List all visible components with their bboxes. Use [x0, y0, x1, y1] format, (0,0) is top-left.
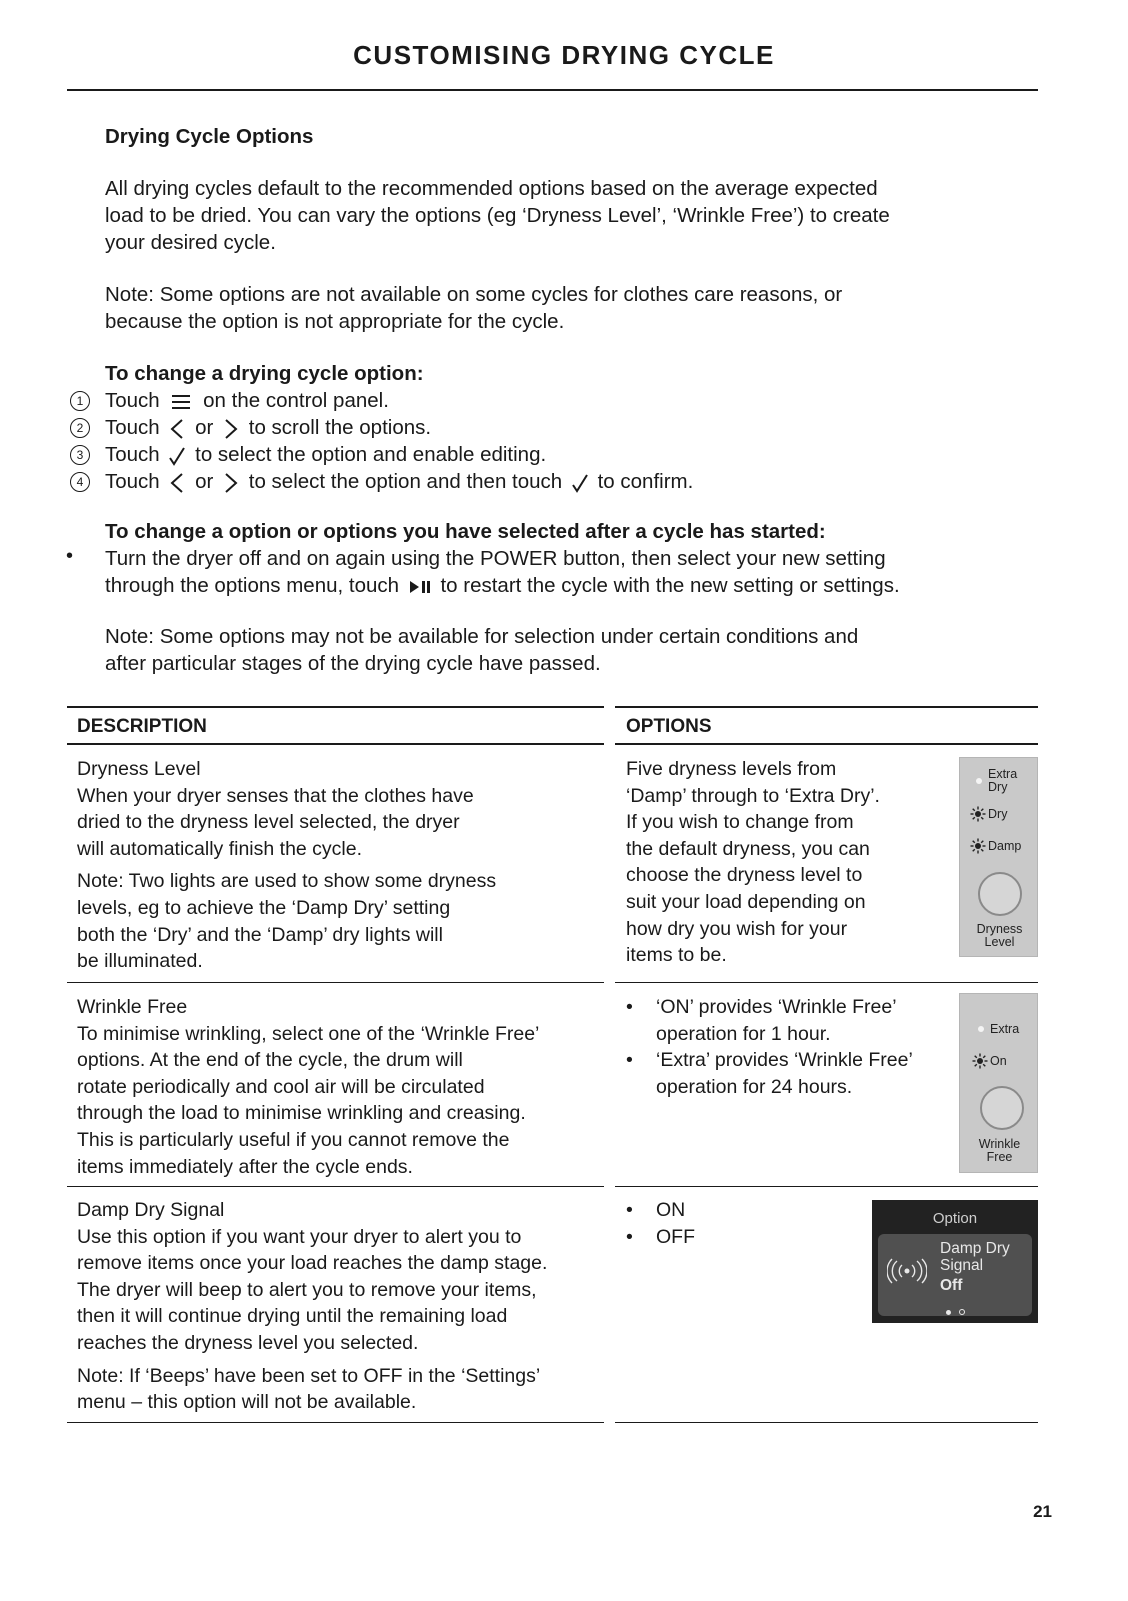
row-text: This is particularly useful if you cannot remove the [77, 1128, 510, 1151]
note-line: Note: Some options may not be available for selection under certain conditions and [105, 625, 859, 648]
started-heading: To change a option or options you have selected after a cycle has started: [105, 520, 826, 543]
step-number: 2 [70, 418, 90, 438]
bullet-icon: • [626, 1199, 633, 1221]
step-text: or [195, 470, 214, 493]
screen-option-value: Off [940, 1277, 963, 1294]
indicator-light [976, 778, 982, 784]
options-text: the default dryness, you can [626, 837, 870, 860]
row-note: Note: If ‘Beeps’ have been set to OFF in the ‘Settings’ [77, 1364, 541, 1387]
sun-icon [972, 1053, 988, 1069]
step-text: Touch [105, 416, 160, 439]
options-text: items to be. [626, 944, 727, 967]
row-text: The dryer will beep to alert you to remove your items, [77, 1278, 537, 1301]
step-text: Touch [105, 389, 160, 412]
row-text: Use this option if you want your dryer to alert you to [77, 1225, 522, 1248]
page-indicator [946, 1302, 965, 1320]
options-text: suit your load depending on [626, 890, 866, 913]
row-text: To minimise wrinkling, select one of the ‘Wrinkle Free’ [77, 1022, 540, 1045]
step-text: on the control panel. [203, 389, 389, 412]
row-note: both the ‘Dry’ and the ‘Damp’ dry lights will [77, 923, 443, 946]
note-line: because the option is not appropriate for the cycle. [105, 310, 565, 333]
row-note: levels, eg to achieve the ‘Damp Dry’ setting [77, 896, 451, 919]
bullet-icon: • [66, 545, 74, 567]
panel-label: Extra [990, 1022, 1020, 1036]
row-text: then it will continue drying until the remaining load [77, 1305, 508, 1328]
panel-label: Damp [988, 839, 1022, 853]
options-text: ‘ON’ provides ‘Wrinkle Free’ [656, 996, 897, 1018]
step-text: Touch [105, 443, 160, 466]
row-text: options. At the end of the cycle, the drum will [77, 1049, 463, 1072]
row-text: reaches the dryness level you selected. [77, 1331, 419, 1354]
options-text: ON [656, 1199, 686, 1221]
started-paragraph [105, 545, 900, 599]
step-3 [0, 441, 1128, 468]
options-text: If you wish to change from [626, 811, 854, 834]
intro-paragraph [105, 175, 890, 256]
intro-line: load to be dried. You can vary the options (eg ‘Dryness Level’, ‘Wrinkle Free’) to create [105, 204, 890, 227]
row-title: Damp Dry Signal [77, 1199, 225, 1221]
started-line: through the options menu, touch [105, 574, 400, 597]
row-text: When your dryer senses that the clothes have [77, 784, 474, 807]
page-number: 21 [1033, 1502, 1052, 1521]
intro-line: your desired cycle. [105, 231, 276, 254]
table-top-rule [615, 706, 1038, 708]
step-text: to select the option and then touch [248, 470, 563, 493]
dryness-level-panel [959, 757, 1038, 957]
sun-icon [970, 838, 986, 854]
step-2 [0, 414, 1128, 441]
started-line: Turn the dryer off and on again using the POWER button, then select your new setting [105, 547, 886, 570]
panel-label: On [990, 1054, 1007, 1068]
started-line: to restart the cycle with the new setting or settings. [440, 574, 900, 597]
step-text: or [195, 416, 214, 439]
row-title: Wrinkle Free [77, 996, 188, 1018]
step-text: to scroll the options. [248, 416, 432, 439]
table-header-rule [67, 743, 604, 745]
page-title: CUSTOMISING DRYING CYCLE [353, 40, 775, 70]
options-text: ‘Extra’ provides ‘Wrinkle Free’ [656, 1049, 913, 1072]
table-bottom-rule [67, 1422, 604, 1423]
screen-option-name: Damp Dry [940, 1240, 1010, 1257]
header-rule [67, 89, 1038, 91]
check-icon [570, 472, 590, 494]
wrinkle-free-description [77, 994, 607, 1180]
note-paragraph [105, 281, 842, 335]
indicator-light [978, 1026, 984, 1032]
note-line: after particular stages of the drying cycle have passed. [105, 652, 601, 675]
chevron-left-icon [167, 418, 187, 440]
screen-header: Option [932, 1210, 978, 1227]
note-line: Note: Some options are not available on some cycles for clothes care reasons, or [105, 283, 843, 306]
panel-button-label: Wrinkle [978, 1137, 1021, 1151]
column-header-description: DESCRIPTION [77, 716, 207, 737]
options-text: operation for 1 hour. [656, 1022, 831, 1045]
options-text: how dry you wish for your [626, 917, 848, 940]
bullet-icon: • [626, 1049, 633, 1072]
panel-label: Extra [988, 767, 1018, 781]
section-heading: Drying Cycle Options [105, 125, 314, 148]
row-divider [67, 1186, 604, 1187]
intro-line: All drying cycles default to the recommended options based on the average expected [105, 177, 878, 200]
display-screen [872, 1200, 1038, 1323]
row-note: menu – this option will not be available. [77, 1391, 417, 1414]
step-4 [0, 468, 1128, 495]
table-top-rule [67, 706, 604, 708]
row-text: items immediately after the cycle ends. [77, 1155, 413, 1178]
damp-dry-signal-options [626, 1197, 826, 1250]
options-text: ‘Damp’ through to ‘Extra Dry’. [626, 784, 880, 807]
note2-paragraph [105, 623, 858, 677]
table-bottom-rule [615, 1422, 1038, 1423]
steps-list [0, 387, 1128, 495]
chevron-left-icon [167, 472, 187, 494]
wrinkle-free-knob [980, 1086, 1024, 1130]
row-title: Dryness Level [77, 758, 201, 780]
bullet-icon: • [626, 1225, 633, 1248]
step-text: to select the option and enable editing. [195, 443, 547, 466]
chevron-right-icon [221, 472, 241, 494]
row-text: dried to the dryness level selected, the dryer [77, 811, 460, 834]
row-note: be illuminated. [77, 950, 203, 973]
menu-icon [169, 392, 193, 412]
panel-button-label: Free [986, 1150, 1013, 1164]
options-text: choose the dryness level to [626, 864, 863, 887]
wrinkle-free-panel [959, 993, 1038, 1173]
row-text: will automatically finish the cycle. [77, 837, 363, 860]
step-text: to confirm. [597, 470, 694, 493]
dryness-level-description [77, 756, 602, 975]
row-text: remove items once your load reaches the damp stage. [77, 1252, 548, 1275]
dryness-level-options [626, 756, 946, 969]
screen-option-name: Signal [940, 1257, 984, 1274]
play-pause-icon [407, 579, 433, 595]
options-text: OFF [656, 1225, 695, 1248]
screen-option-card [878, 1234, 1032, 1316]
row-text: rotate periodically and cool air will be circulated [77, 1075, 485, 1098]
bullet-icon: • [626, 996, 633, 1018]
step-number: 3 [70, 445, 90, 465]
sun-icon [970, 806, 986, 822]
row-note: Note: Two lights are used to show some dryness [77, 870, 497, 893]
change-option-heading: To change a drying cycle option: [105, 362, 424, 385]
step-1 [0, 387, 1128, 414]
damp-dry-signal-description [77, 1197, 607, 1416]
dryness-level-knob [978, 872, 1022, 916]
panel-label: Dry [988, 807, 1008, 821]
row-divider [615, 1186, 1038, 1187]
check-icon [167, 445, 187, 467]
step-number: 1 [70, 391, 90, 411]
row-divider [67, 982, 604, 983]
table-header-rule [615, 743, 1038, 745]
wrinkle-free-options [626, 994, 946, 1100]
chevron-right-icon [221, 418, 241, 440]
panel-label: Dry [988, 780, 1008, 794]
signal-icon [887, 1258, 927, 1284]
column-header-options: OPTIONS [626, 716, 712, 737]
options-text: Five dryness levels from [626, 758, 837, 780]
row-text: through the load to minimise wrinkling and creasing. [77, 1102, 526, 1125]
row-divider [615, 982, 1038, 983]
panel-button-label: Dryness [976, 922, 1023, 936]
options-text: operation for 24 hours. [656, 1075, 853, 1098]
step-number: 4 [70, 472, 90, 492]
panel-button-label: Level [984, 935, 1015, 949]
step-text: Touch [105, 470, 160, 493]
